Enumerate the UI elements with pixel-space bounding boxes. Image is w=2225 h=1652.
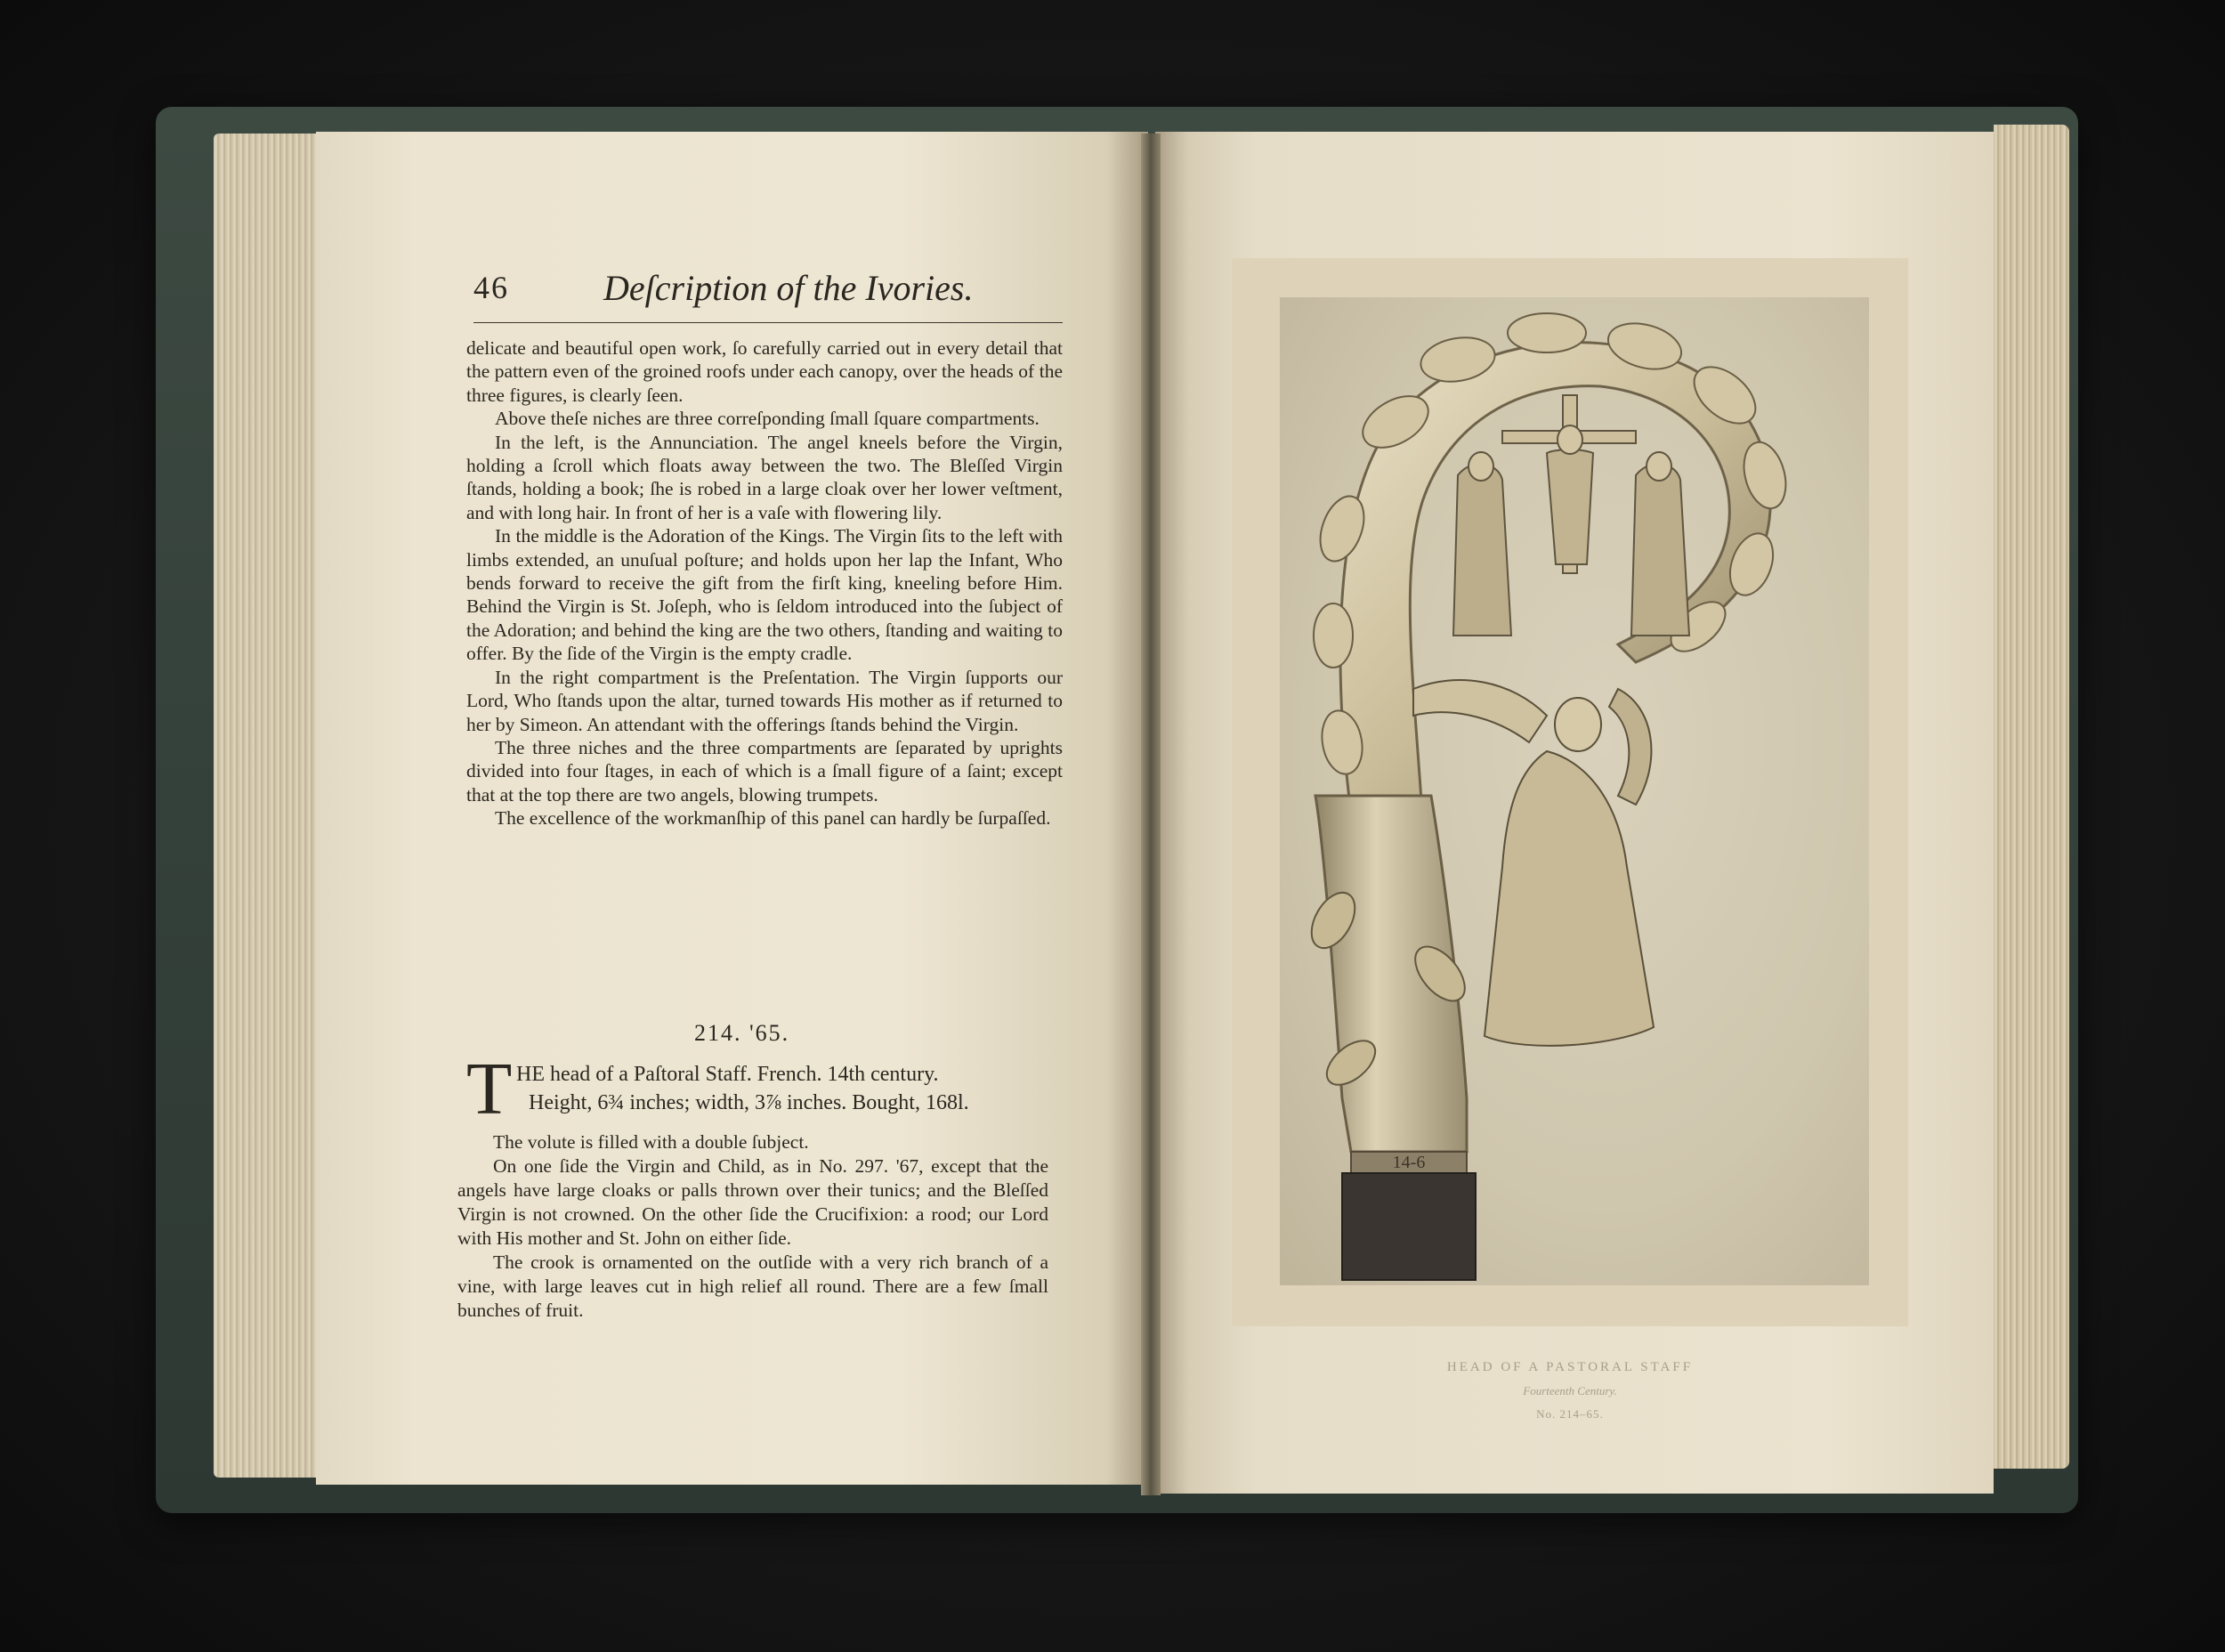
running-title: Deſcription of the Ivories. <box>603 268 974 308</box>
paragraph: On one ſide the Virgin and Child, as in No. 297. '67, except that the angels have large cloaks or palls thrown over their tunics; and the Bleſſed Virgin is not crowned. On the other ſide the Crucifixion: a rood; our Lord with His mother and St. John on either ſide. <box>457 1155 1048 1249</box>
running-head <box>473 267 1063 323</box>
paragraph: Above theſe niches are three correſponding ſmall ſquare compartments. <box>495 408 1040 430</box>
paragraph: In the left, is the Annunciation. The angel kneels before the Virgin, holding a ſcroll which floats away between the two. The Bleſſed Virgin ſtands, holding a book; ſhe is robed in a large cloak over her lower veſtment, and with long hair. In front of her is a vaſe with flowering lily. <box>466 431 1063 523</box>
photo-plate <box>1280 297 1869 1285</box>
plate-caption <box>1232 1360 1908 1421</box>
body-text <box>466 336 1063 830</box>
entry-dimensions-line: Height, 6¾ inches; width, 3⅞ inches. Bought, 168l. <box>529 1091 969 1114</box>
pastoral-staff-photo <box>1280 297 1869 1285</box>
paragraph: In the right compartment is the Preſentation. The Virgin ſupports our Lord, Who ſtands upon the altar, turned towards His mother as if returned to her by Simeon. An attendant with the offerings ſtands behind the Virgin. <box>466 666 1063 735</box>
page-edges-left <box>214 134 320 1478</box>
page-number: 46 <box>473 270 509 305</box>
plate-label: 14-6 <box>1392 1153 1426 1172</box>
caption-subtitle: Fourteenth Century. <box>1523 1384 1617 1397</box>
page-edges-right <box>1994 125 2069 1469</box>
item-number: 214. '65. <box>694 1020 790 1046</box>
book-gutter <box>1141 134 1161 1495</box>
caption-title: HEAD OF A PASTORAL STAFF <box>1446 1360 1694 1374</box>
entry-title-line: HE head of a Paſtoral Staff. French. 14th century. <box>516 1063 939 1086</box>
paragraph: The excellence of the workmanſhip of this panel can hardly be ſurpaſſed. <box>495 807 1051 830</box>
drop-cap: T <box>466 1048 513 1130</box>
paragraph: The volute is filled with a double ſubject. <box>493 1131 809 1153</box>
entry-text <box>457 1130 1048 1323</box>
caption-number: No. 214–65. <box>1536 1407 1604 1421</box>
paragraph: The crook is ornamented on the outſide with a very rich branch of a vine, with large leaves cut in high relief all round. There are a few ſmall bunches of fruit. <box>457 1251 1048 1321</box>
paragraph: delicate and beautiful open work, ſo carefully carried out in every detail that the pattern even of the groined roofs under each canopy, over the heads of the three figures, is clearly ſeen. <box>466 337 1063 406</box>
paragraph: In the middle is the Adoration of the Kings. The Virgin ſits to the left with limbs extended, an unuſual poſture; and holds upon her lap the Infant, Who bends forward to receive the gift from the firſt king, kneeling before Him. Behind the Virgin is St. Joſeph, who is ſeldom introduced into the ſubject of the Adoration; and behind the king are the two others, ſtanding and waiting to offer. By the ſide of the Virgin is the empty cradle. <box>466 525 1063 665</box>
paragraph: The three niches and the three compartments are ſeparated by uprights divided into four ſtages, in each of which is a ſmall figure of a ſaint; except that at the top there are two angels, blowing trumpets. <box>466 736 1063 806</box>
